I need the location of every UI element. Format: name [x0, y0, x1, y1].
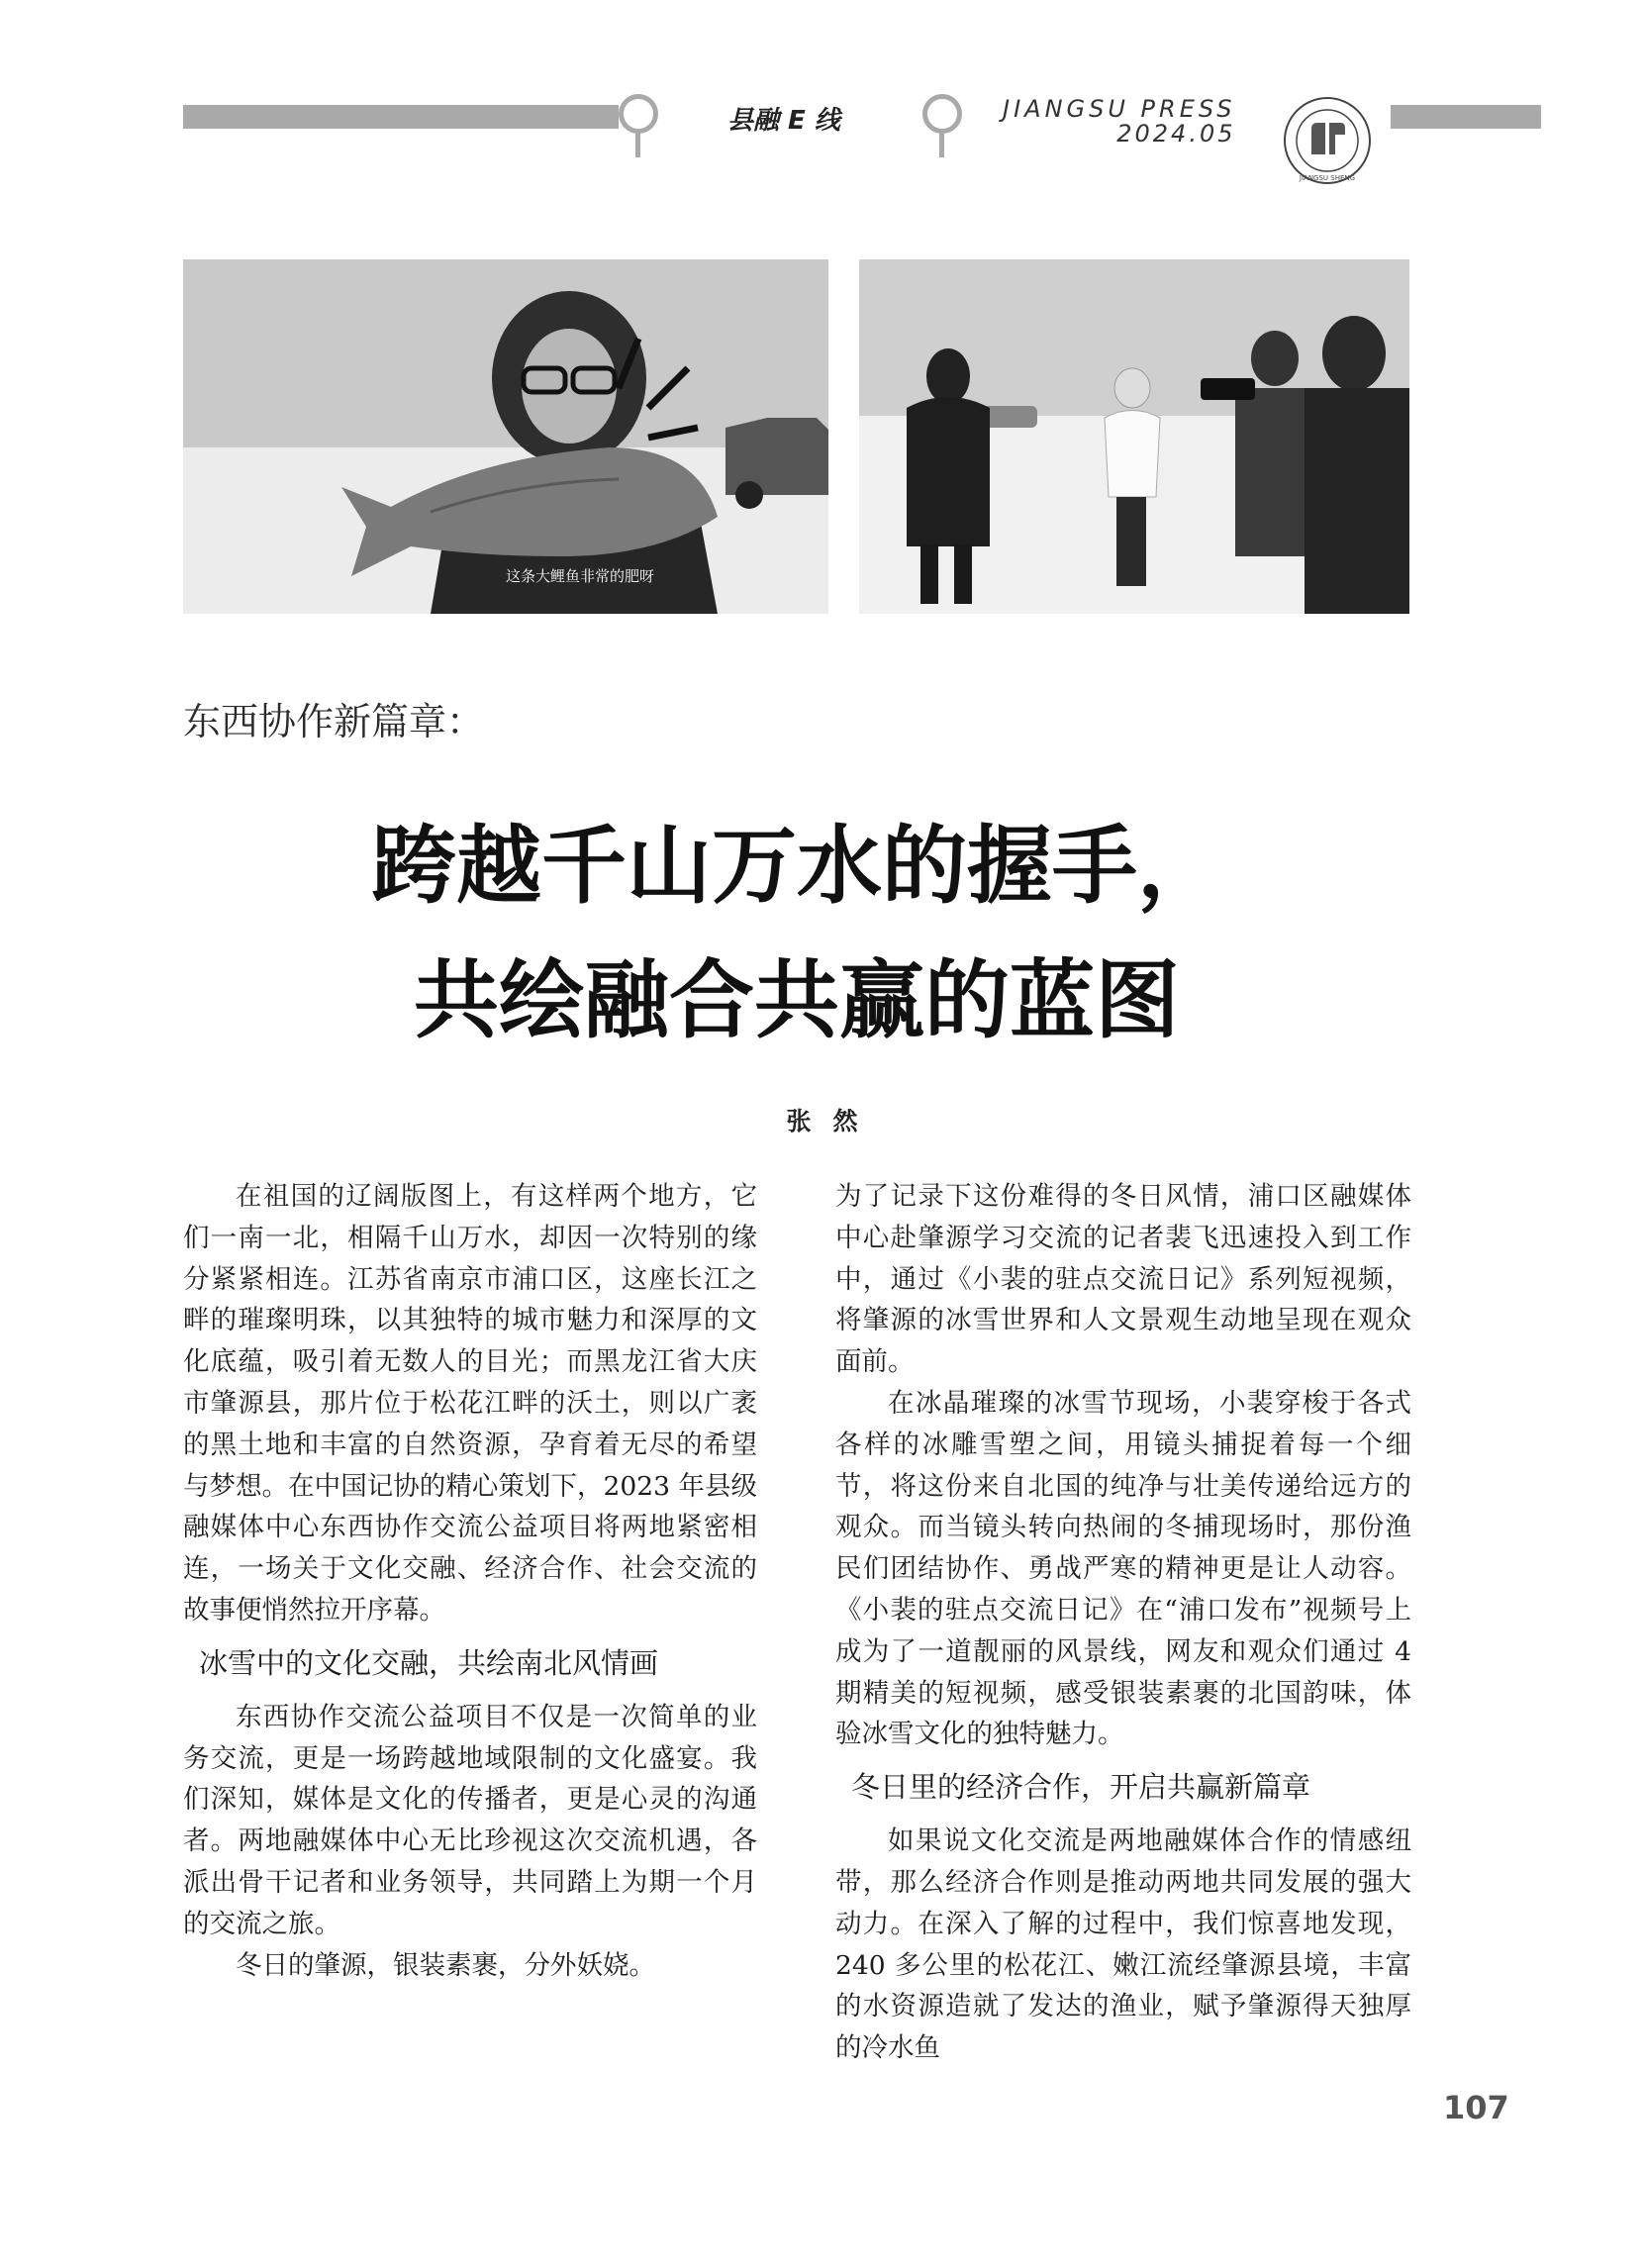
masthead-name: JIANGSU PRESS [1003, 95, 1236, 123]
paragraph: 东西协作交流公益项目不仅是一次简单的业务交流，更是一场跨越地域限制的文化盛宴。我们深知，媒体是文化的传播者，更是心灵的沟通者。两地融媒体中心无比珍视这次交流机遇，各派出骨干记者和业务领导，共同踏上为期一个月的交流之旅。 [183, 1701, 757, 1939]
article-column-left [183, 1176, 757, 1986]
photo-ice-fishing-image [183, 259, 828, 614]
photo-caption: 这条大鲤鱼非常的肥呀 [506, 567, 655, 585]
header-bar-left [183, 105, 619, 129]
location-pin-icon [922, 94, 962, 134]
subheading: 冬日里的经济合作，开启共赢新篇章 [851, 1770, 1311, 1805]
paragraph: 为了记录下这份难得的冬日风情，浦口区融媒体中心赴肇源学习交流的记者裴飞迅速投入到工作中，通过《小裴的驻点交流日记》系列短视频，将肇源的冰雪世界和人文景观生动地呈现在观众面前。 [835, 1181, 1411, 1378]
masthead [1003, 97, 1235, 147]
photo-ice-fishing [183, 259, 828, 614]
masthead-date: 2024.05 [1116, 120, 1236, 148]
photo-interview-snow-image [859, 259, 1409, 614]
article-title [183, 799, 1410, 1068]
header-bar-right [1391, 105, 1541, 129]
article-column-right [835, 1176, 1411, 2069]
emblem-text: JIANGSU SHENG [1299, 174, 1356, 182]
paragraph: 在冰晶璀璨的冰雪节现场，小裴穿梭于各式各样的冰雕雪塑之间，用镜头捕捉着每一个细节，将这份来自北国的纯净与壮美传递给远方的观众。而当镜头转向热闹的冬捕现场时，那份渔民们团结协作、勇战严寒的精神更是让人动容。《小裴的驻点交流日记》在“浦口发布”视频号上成为了一道靓丽的风景线，网友和观众们通过 4 期精美的短视频，感受银装素裹的北国韵味，体验冰雪文化的独特魅力。 [835, 1387, 1411, 1750]
paragraph: 如果说文化交流是两地融媒体合作的情感纽带，那么经济合作则是推动两地共同发展的强大动力。在深入了解的过程中，我们惊喜地发现，240 多公里的松花江、嫩江流经肇源县境，丰富的水资源造就了发达的渔业，赋予肇源得天独厚的冷水鱼 [835, 1825, 1411, 2064]
paragraph: 在祖国的辽阔版图上，有这样两个地方，它们一南一北，相隔千山万水，却因一次特别的缘分紧紧相连。江苏省南京市浦口区，这座长江之畔的璀璨明珠，以其独特的城市魅力和深厚的文化底蕴，吸引着无数人的目光；而黑龙江省大庆市肇源县，那片位于松花江畔的沃土，则以广袤的黑土地和丰富的自然资源，孕育着无尽的希望与梦想。在中国记协的精心策划下，2023 年县级融媒体中心东西协作交流公益项目将两地紧密相连，一场关于文化交融、经济合作、社会交流的故事便悄然拉开序幕。 [183, 1181, 757, 1626]
paragraph: 冬日的肇源，银装素裹，分外妖娆。 [236, 1949, 655, 1981]
title-line-2: 共绘融合共赢的蓝图 [414, 951, 1180, 1050]
title-line-1: 跨越千山万水的握手， [371, 817, 1222, 916]
location-pin-icon [619, 94, 658, 134]
press-association-emblem-icon [1282, 95, 1373, 186]
article-kicker: 东西协作新篇章： [183, 700, 485, 743]
section-tag: 县融 E 线 [727, 106, 840, 136]
subheading: 冰雪中的文化交融，共绘南北风情画 [199, 1645, 659, 1680]
author-byline: 张然 [786, 1107, 880, 1135]
page-number: 107 [1443, 2089, 1509, 2126]
photo-interview-snow [859, 259, 1409, 614]
